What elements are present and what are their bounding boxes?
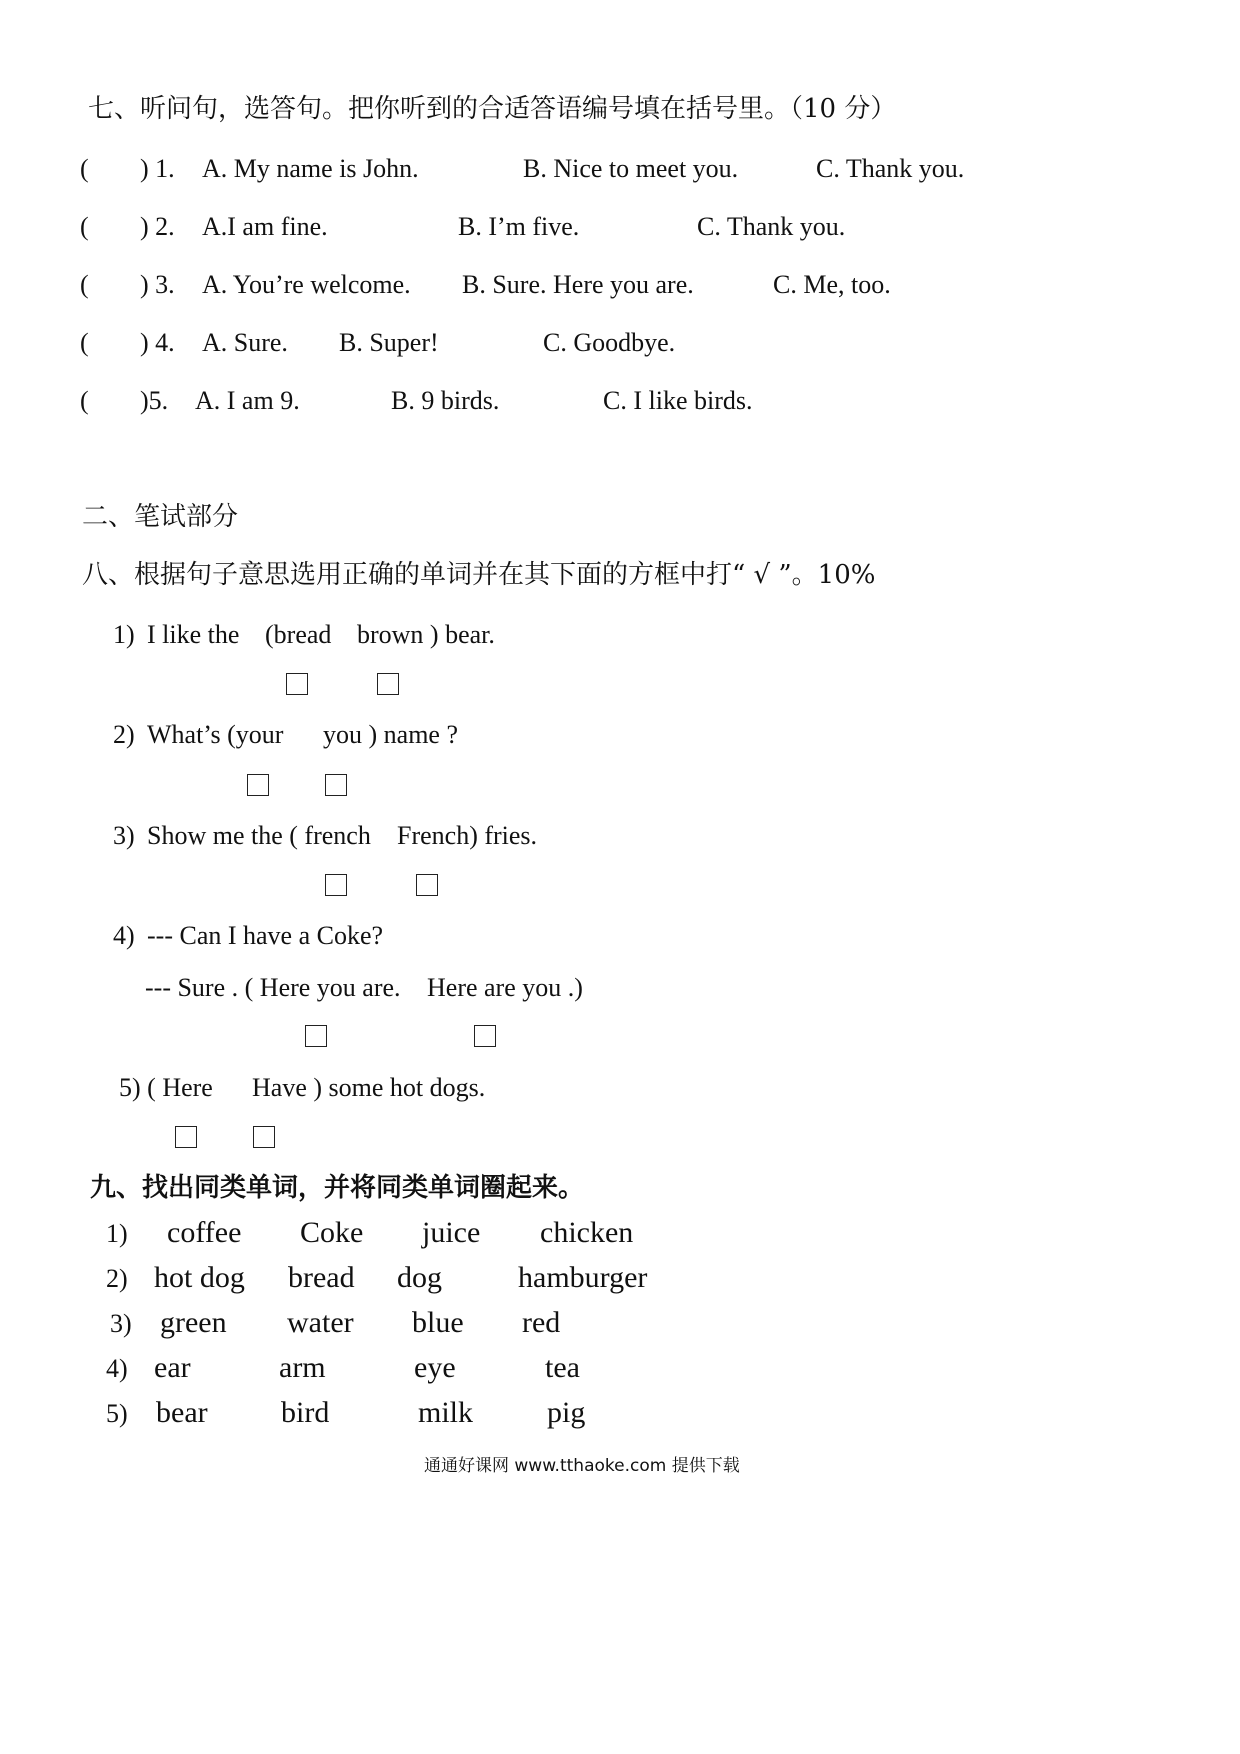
option-b: B. Sure. Here you are. bbox=[462, 270, 694, 299]
word[interactable]: juice bbox=[422, 1216, 481, 1249]
question-number: ) 4. bbox=[140, 328, 175, 357]
checkbox[interactable] bbox=[305, 1025, 327, 1047]
option-a: A. I am 9. bbox=[195, 386, 300, 415]
word[interactable]: hot dog bbox=[154, 1261, 245, 1294]
footer-text: 通通好课网 www.tthaoke.com 提供下载 bbox=[424, 1456, 740, 1476]
option-c: C. Thank you. bbox=[697, 212, 846, 241]
word[interactable]: Coke bbox=[300, 1216, 364, 1249]
word[interactable]: bear bbox=[156, 1396, 208, 1429]
checkbox[interactable] bbox=[286, 673, 308, 695]
part2-title: 二、笔试部分 bbox=[82, 502, 239, 532]
sentence-text: Show me the ( french bbox=[147, 821, 371, 850]
sentence-text: 5) ( Here bbox=[119, 1073, 213, 1102]
answer-paren: ( bbox=[80, 386, 89, 415]
row-number: 1) bbox=[106, 1219, 128, 1248]
row-number: 3) bbox=[110, 1309, 132, 1338]
checkbox[interactable] bbox=[377, 673, 399, 695]
item-number: 1) bbox=[113, 620, 135, 649]
choice-1-text: (bread bbox=[265, 620, 332, 649]
answer-paren: ( bbox=[80, 154, 89, 183]
row-number: 5) bbox=[106, 1399, 128, 1428]
section8-title: 八、根据句子意思选用正确的单词并在其下面的方框中打“ √ ”。10% bbox=[82, 560, 876, 590]
answer-paren: ( bbox=[80, 270, 89, 299]
option-b: B. I’m five. bbox=[458, 212, 580, 241]
word[interactable]: red bbox=[522, 1306, 561, 1339]
checkbox[interactable] bbox=[253, 1126, 275, 1148]
section7-title: 七、听问句，选答句。把你听到的合适答语编号填在括号里。（10 分） bbox=[88, 94, 897, 124]
sentence-text: What’s (your bbox=[147, 720, 284, 749]
sentence-text: --- Can I have a Coke? bbox=[147, 921, 384, 950]
choice-2-text: Have ) some hot dogs. bbox=[252, 1073, 486, 1102]
word[interactable]: hamburger bbox=[518, 1261, 648, 1294]
word[interactable]: ear bbox=[154, 1351, 191, 1384]
option-a: A. My name is John. bbox=[202, 154, 419, 183]
answer-paren: ( bbox=[80, 212, 89, 241]
section9-title: 九、找出同类单词，并将同类单词圈起来。 bbox=[90, 1173, 585, 1203]
checkbox[interactable] bbox=[325, 874, 347, 896]
choice-2-text: brown ) bear. bbox=[357, 620, 495, 649]
checkbox[interactable] bbox=[325, 774, 347, 796]
option-b: B. Super! bbox=[339, 328, 439, 357]
reply-text: --- Sure . ( Here you are. bbox=[145, 973, 401, 1002]
option-c: C. Me, too. bbox=[773, 270, 891, 299]
word[interactable]: arm bbox=[279, 1351, 326, 1384]
question-number: ) 3. bbox=[140, 270, 175, 299]
choice-2-text: French) fries. bbox=[397, 821, 538, 850]
option-b: B. Nice to meet you. bbox=[523, 154, 739, 183]
row-number: 4) bbox=[106, 1354, 128, 1383]
item-number: 4) bbox=[113, 921, 135, 950]
word[interactable]: chicken bbox=[540, 1216, 634, 1249]
item-number: 2) bbox=[113, 720, 135, 749]
option-c: C. Goodbye. bbox=[543, 328, 676, 357]
option-a: A. You’re welcome. bbox=[202, 270, 411, 299]
word[interactable]: tea bbox=[545, 1351, 580, 1384]
word[interactable]: eye bbox=[414, 1351, 456, 1384]
word[interactable]: green bbox=[160, 1306, 227, 1339]
word[interactable]: milk bbox=[418, 1396, 474, 1429]
option-a: A.I am fine. bbox=[202, 212, 328, 241]
item-number: 3) bbox=[113, 821, 135, 850]
choice-2-text: you ) name ? bbox=[323, 720, 459, 749]
choice-2-text: Here are you .) bbox=[427, 973, 583, 1002]
answer-paren: ( bbox=[80, 328, 89, 357]
row-number: 2) bbox=[106, 1264, 128, 1293]
word[interactable]: coffee bbox=[167, 1216, 242, 1249]
sentence-text: I like the bbox=[147, 620, 240, 649]
option-b: B. 9 birds. bbox=[391, 386, 500, 415]
option-c: C. I like birds. bbox=[603, 386, 753, 415]
word[interactable]: pig bbox=[547, 1396, 586, 1429]
word[interactable]: dog bbox=[397, 1261, 442, 1294]
checkbox[interactable] bbox=[247, 774, 269, 796]
checkbox[interactable] bbox=[474, 1025, 496, 1047]
question-number: )5. bbox=[140, 386, 169, 415]
option-a: A. Sure. bbox=[202, 328, 288, 357]
question-number: ) 1. bbox=[140, 154, 175, 183]
word[interactable]: blue bbox=[412, 1306, 464, 1339]
checkbox[interactable] bbox=[416, 874, 438, 896]
checkbox[interactable] bbox=[175, 1126, 197, 1148]
word[interactable]: bird bbox=[281, 1396, 330, 1429]
word[interactable]: bread bbox=[288, 1261, 355, 1294]
question-number: ) 2. bbox=[140, 212, 175, 241]
option-c: C. Thank you. bbox=[816, 154, 965, 183]
word[interactable]: water bbox=[287, 1306, 354, 1339]
